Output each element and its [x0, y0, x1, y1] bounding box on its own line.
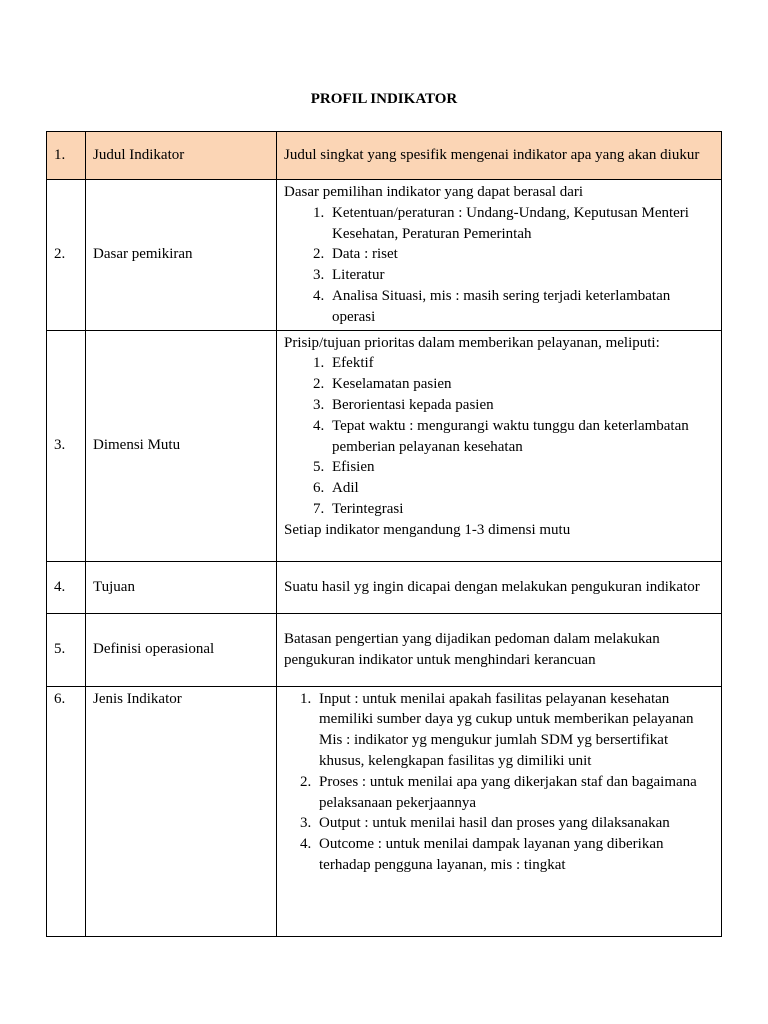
list-item: 4. Outcome : untuk menilai dampak layanan yang diberikan terhadap pengguna layanan, mis : tingkat [315, 834, 714, 876]
row-label: Tujuan [86, 561, 277, 613]
row-number: 5. [47, 613, 86, 686]
row-label: Definisi operasional [86, 613, 277, 686]
table-row [47, 330, 722, 561]
list-item: 2. Keselamatan pasien [328, 374, 714, 395]
list-item: 3. Literatur [328, 265, 714, 286]
indicator-profile-table [46, 131, 722, 937]
table-row [47, 180, 722, 331]
row-description [277, 686, 722, 936]
numbered-list [284, 203, 714, 328]
numbered-list [284, 689, 714, 876]
row-label: Judul Indikator [86, 132, 277, 180]
list-item: 4. Tepat waktu : mengurangi waktu tunggu dan keterlambatan pemberian pelayanan kesehatan [328, 416, 714, 458]
page-title: PROFIL INDIKATOR [310, 91, 458, 107]
list-item-text: Input : untuk menilai apakah fasilitas pelayanan kesehatan memiliki sumber daya yg cukup untuk memberikan pelayanan [319, 690, 694, 728]
list-item [315, 689, 714, 772]
row-description [277, 180, 722, 331]
list-item: 1. Ketentuan/peraturan : Undang-Undang, Keputusan Menteri Kesehatan, Peraturan Pemerintah [328, 203, 714, 245]
numbered-list [284, 353, 714, 519]
row-description: Suatu hasil yg ingin dicapai dengan melakukan pengukuran indikator [277, 561, 722, 613]
list-item: 1. Efektif [328, 353, 714, 374]
list-item: 6. Adil [328, 478, 714, 499]
row-number: 4. [47, 561, 86, 613]
description-intro: Prisip/tujuan prioritas dalam memberikan pelayanan, meliputi: [284, 334, 660, 351]
row-description: Batasan pengertian yang dijadikan pedoman dalam melakukan pengukuran indikator untuk menghindari kerancuan [277, 613, 722, 686]
table-row [47, 613, 722, 686]
list-item: 7. Terintegrasi [328, 499, 714, 520]
list-item: 3. Output : untuk menilai hasil dan proses yang dilaksanakan [315, 813, 714, 834]
table-row [47, 561, 722, 613]
list-item: 4. Analisa Situasi, mis : masih sering terjadi keterlambatan operasi [328, 286, 714, 328]
list-item: 5. Efisien [328, 457, 714, 478]
table-row [47, 132, 722, 180]
row-number: 6. [47, 686, 86, 936]
row-description [277, 330, 722, 561]
row-description: Judul singkat yang spesifik mengenai indikator apa yang akan diukur [277, 132, 722, 180]
row-number: 2. [47, 180, 86, 331]
list-item: 2. Proses : untuk menilai apa yang dikerjakan staf dan bagaimana pelaksanaan pekerjaannya [315, 772, 714, 814]
description-outro: Setiap indikator mengandung 1-3 dimensi mutu [284, 521, 571, 538]
list-item: 2. Data : riset [328, 244, 714, 265]
list-item: 3. Berorientasi kepada pasien [328, 395, 714, 416]
row-label: Dimensi Mutu [86, 330, 277, 561]
list-item-note: Mis : indikator yg mengukur jumlah SDM yg bersertifikat khusus, kelengkapan fasilitas yg dimiliki unit [319, 732, 669, 769]
row-number: 3. [47, 330, 86, 561]
row-number: 1. [47, 132, 86, 180]
description-intro: Dasar pemilihan indikator yang dapat berasal dari [284, 184, 584, 200]
row-label: Dasar pemikiran [86, 180, 277, 331]
row-label: Jenis Indikator [86, 686, 277, 936]
table-row [47, 686, 722, 936]
